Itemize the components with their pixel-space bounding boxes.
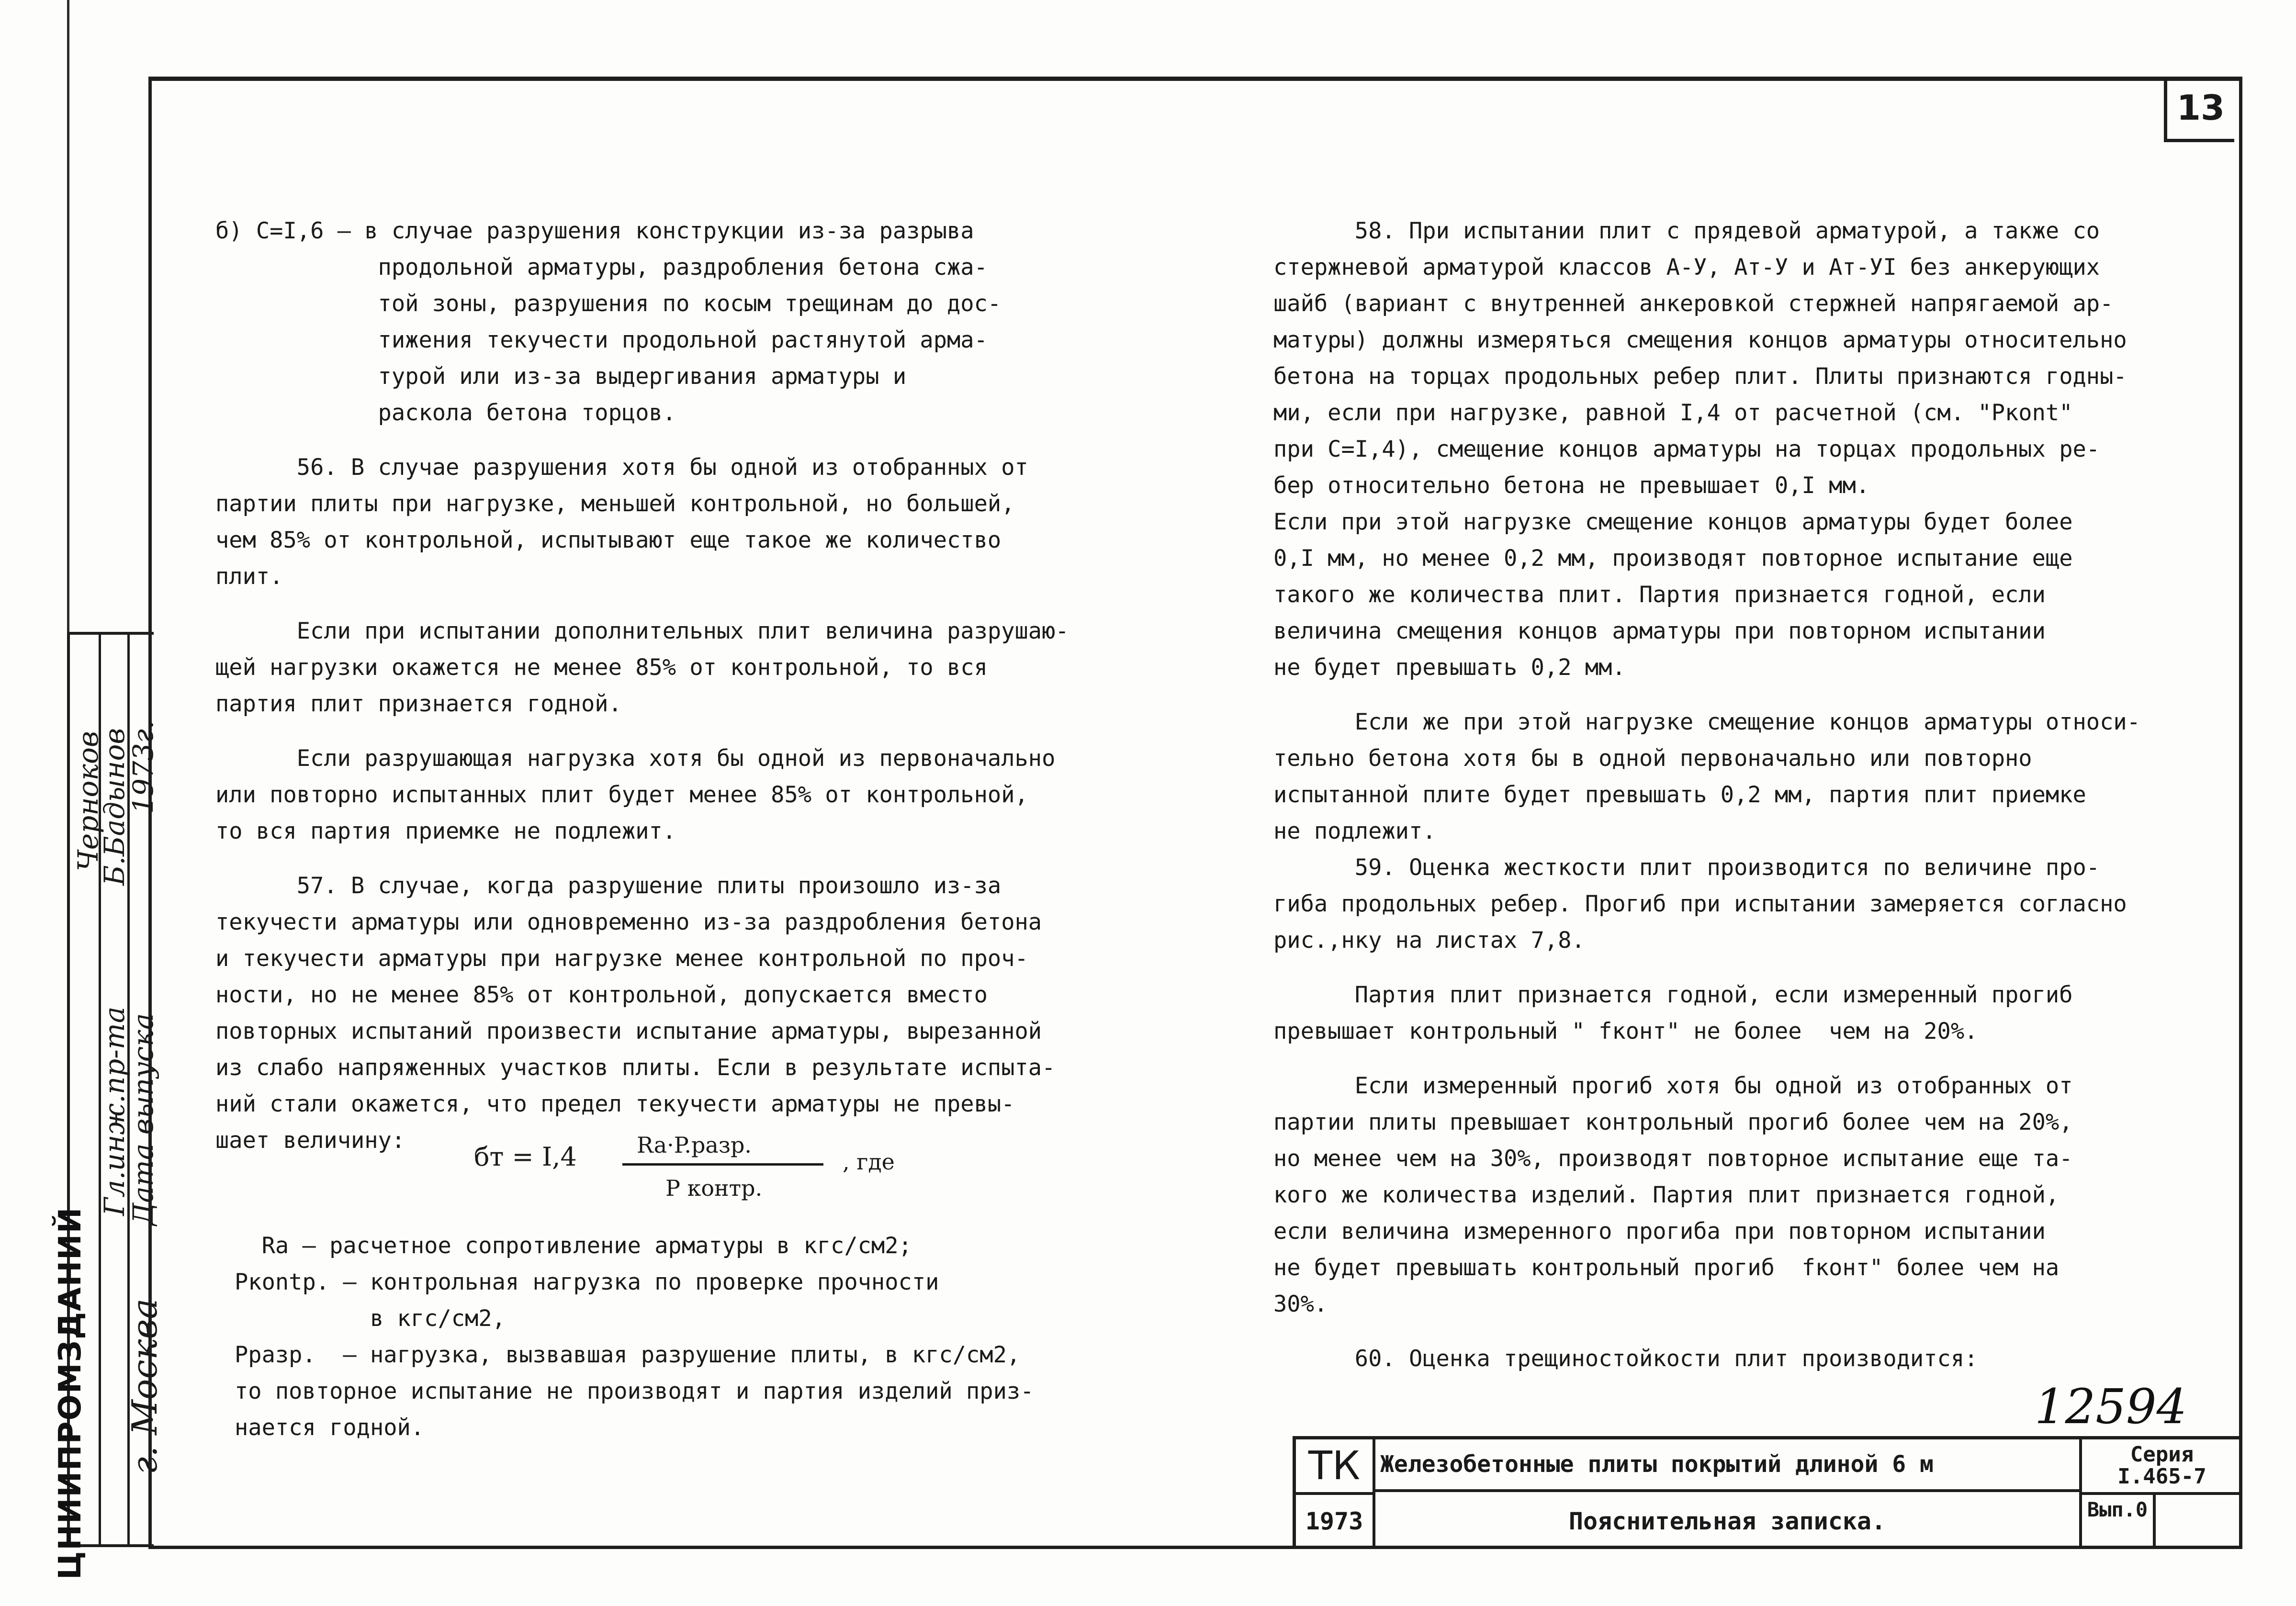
city-label: г. Москва: [124, 1298, 165, 1474]
text-line: 60. Оценка трещиностойкости плит производится:: [1273, 1346, 1978, 1372]
text-line: 0,I мм, но менее 0,2 мм, производят повторное испытание еще: [1273, 545, 2073, 572]
formula-legend: [235, 1228, 1034, 1446]
text-line: тижения текучести продольной растянутой арма-: [215, 327, 988, 353]
text-line: шайб (вариант с внутренней анкеровкой стержней напрягаемой ар-: [1273, 291, 2114, 317]
right-column: [1273, 213, 2140, 1377]
text-line: не будет превышать 0,2 мм.: [1273, 654, 1626, 681]
text-line: и текучести арматуры при нагрузке менее контрольной по проч-: [215, 945, 1028, 972]
formula-denominator: P контр.: [665, 1175, 763, 1201]
title-code: ТК: [1296, 1439, 1375, 1495]
text-line: б) С=I,6 – в случае разрушения конструкции из-за разрыва: [215, 218, 974, 244]
text-line: 30%.: [1273, 1291, 1328, 1317]
text-line: Если же при этой нагрузке смещение концов арматуры относи-: [1273, 709, 2140, 735]
text-line: текучести арматуры или одновременно из-за раздробления бетона: [215, 909, 1042, 935]
text-line: плит.: [215, 563, 283, 590]
left-column: [215, 213, 1069, 1159]
side-row-label: Дата выпуска: [127, 1013, 159, 1225]
text-line: кого же количества изделий. Партия плит признается годной,: [1273, 1182, 2060, 1208]
formula-numerator: Ra·P.разр.: [637, 1132, 752, 1158]
text-line: ми, если при нагрузке, равной I,4 от расчетной (см. "Ркont": [1273, 400, 2073, 426]
text-line: гиба продольных ребер. Прогиб при испытании замеряется согласно: [1273, 891, 2127, 917]
text-line: Если измеренный прогиб хотя бы одной из отобранных от: [1273, 1073, 2073, 1099]
text-line: бер относительно бетона не превышает 0,I мм.: [1273, 472, 1870, 499]
text-line: при С=I,4), смещение концов арматуры на торцах продольных ре-: [1273, 436, 2100, 462]
text-line: такого же количества плит. Партия признается годной, если: [1273, 582, 2046, 608]
side-value: Черноков: [72, 731, 104, 871]
text-line: ний стали окажется, что предел текучести арматуры не превы-: [215, 1091, 1015, 1117]
org-stamp: ЦНИИПРОМЗДАНИЙ: [53, 1206, 88, 1580]
formula-fraction-bar: [622, 1163, 823, 1166]
text-line: чем 85% от контрольной, испытывают еще такое же количество: [215, 527, 1002, 553]
text-line: 58. При испытании плит с прядевой арматурой, а также со: [1273, 218, 2100, 244]
text-line: ности, но не менее 85% от контрольной, допускается вместо: [215, 982, 988, 1008]
text-line: нается годной.: [235, 1415, 425, 1441]
text-line: величина смещения концов арматуры при повторном испытании: [1273, 618, 2046, 644]
formula-suffix: , где: [843, 1149, 895, 1175]
text-line: или повторно испытанных плит будет менее 85% от контрольной,: [215, 782, 1028, 808]
text-line: превышает контрольный " fконт" не более чем на 20%.: [1273, 1018, 1978, 1044]
issue-label: Вып.0: [2079, 1495, 2156, 1547]
text-line: Ra – расчетное сопротивление арматуры в кгс/см2;: [235, 1233, 912, 1259]
text-line: турой или из-за выдергивания арматуры и: [215, 363, 907, 390]
side-value: Б.Бадынов: [98, 728, 131, 886]
text-line: тельно бетона хотя бы в одной первоначально или повторно: [1273, 745, 2032, 772]
text-line: Если разрушающая нагрузка хотя бы одной из первоначально: [215, 745, 1056, 772]
title-subtitle: Пояснительная записка.: [1568, 1507, 1886, 1535]
text-line: из слабо напряженных участков плиты. Если в результате испыта-: [215, 1055, 1056, 1081]
text-line: повторных испытаний произвести испытание арматуры, вырезанной: [215, 1018, 1042, 1044]
title-text: Железобетонные плиты покрытий длиной 6 м: [1375, 1439, 2079, 1492]
text-line: раскола бетона торцов.: [215, 400, 676, 426]
text-line: не подлежит.: [1273, 818, 1436, 844]
text-line: рис.,нку на листах 7,8.: [1273, 927, 1585, 954]
side-row-label: Гл.инж.пр-та: [98, 1006, 131, 1216]
title-block: [1293, 1436, 2239, 1547]
text-line: Если при испытании дополнительных плит величина разрушаю-: [215, 618, 1069, 644]
text-line: Ркontр. – контрольная нагрузка по проверке прочности: [235, 1269, 939, 1295]
series-label: Серия: [2130, 1442, 2194, 1467]
text-line: Если при этой нагрузке смещение концов арматуры будет более: [1273, 509, 2073, 535]
text-line: той зоны, разрушения по косым трещинам до дос-: [215, 291, 1002, 317]
series-value: I.465-7: [2117, 1464, 2206, 1489]
series-cell: [2079, 1439, 2242, 1495]
text-line: стержневой арматурой классов А-У, Ат-У и Ат-УI без анкерующих: [1273, 254, 2100, 281]
text-line: щей нагрузки окажется не менее 85% от контрольной, то вся: [215, 654, 988, 681]
title-year: 1973: [1296, 1495, 1375, 1547]
text-line: партия плит признается годной.: [215, 691, 622, 717]
text-line: бетона на торцах продольных ребер плит. Плиты признаются годны-: [1273, 363, 2127, 390]
text-line: то повторное испытание не производят и партия изделий приз-: [235, 1378, 1034, 1404]
text-line: в кгс/см2,: [235, 1305, 506, 1332]
page-number: 13: [2164, 77, 2234, 142]
text-line: 56. В случае разрушения хотя бы одной из отобранных от: [215, 454, 1028, 481]
text-line: Рразр. – нагрузка, вызвавшая разрушение плиты, в кгс/см2,: [235, 1342, 1021, 1368]
text-line: но менее чем на 30%, производят повторное испытание еще та-: [1273, 1146, 2073, 1172]
text-line: партии плиты превышает контрольный прогиб более чем на 20%,: [1273, 1109, 2073, 1135]
formula-lhs: бт = I,4: [474, 1142, 577, 1172]
text-line: матуры) должны измеряться смещения концов арматуры относительно: [1273, 327, 2127, 353]
text-line: партии плиты при нагрузке, меньшей контрольной, но большей,: [215, 491, 1015, 517]
text-line: шает величину:: [215, 1127, 405, 1154]
text-line: 59. Оценка жесткости плит производится по величине про-: [1273, 854, 2100, 881]
side-value: 1973г.: [127, 720, 159, 814]
text-line: 57. В случае, когда разрушение плиты произошло из-за: [215, 873, 1002, 899]
text-line: продольной арматуры, раздробления бетона сжа-: [215, 254, 988, 281]
text-line: не будет превышать контрольный прогиб fконт" более чем на: [1273, 1255, 2060, 1281]
handwritten-number: 12594: [2035, 1379, 2187, 1435]
text-line: Партия плит признается годной, если измеренный прогиб: [1273, 982, 2073, 1008]
text-line: если величина измеренного прогиба при повторном испытании: [1273, 1218, 2046, 1245]
text-line: испытанной плите будет превышать 0,2 мм, партия плит приемке: [1273, 782, 2086, 808]
binding-margin-line: [67, 0, 69, 637]
text-line: то вся партия приемке не подлежит.: [215, 818, 676, 844]
